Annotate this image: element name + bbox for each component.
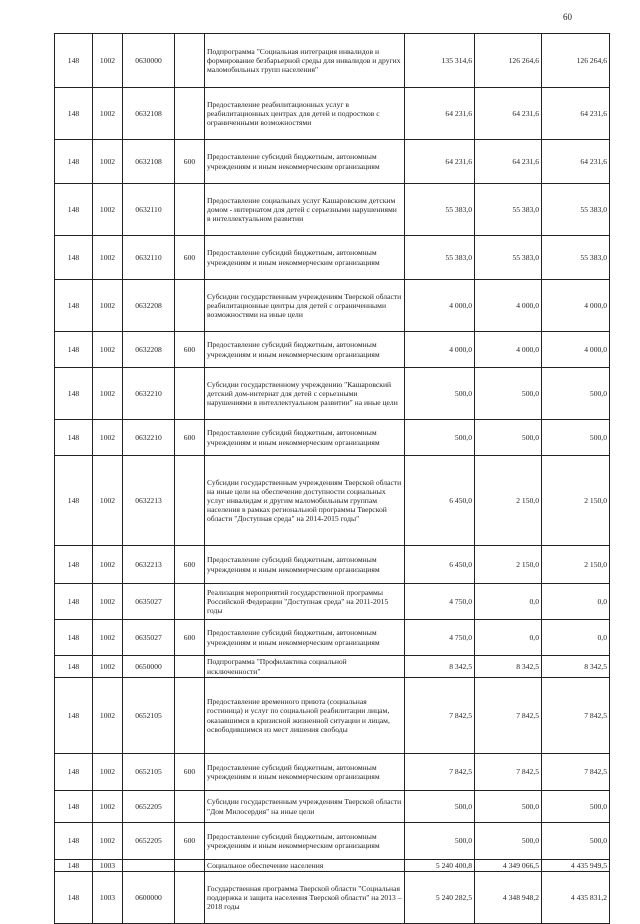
target-article-cell: 0635027 [123, 620, 175, 656]
amount-3-cell: 64 231,6 [542, 140, 610, 184]
ministry-code-cell: 148 [55, 236, 93, 280]
section-code-cell: 1002 [93, 140, 123, 184]
table-row [55, 584, 610, 620]
table-row [55, 140, 610, 184]
target-article-cell: 0650000 [123, 656, 175, 678]
amount-3-cell: 0,0 [542, 620, 610, 656]
section-code-cell: 1002 [93, 420, 123, 456]
section-code-cell: 1002 [93, 823, 123, 860]
expense-type-cell [175, 184, 205, 236]
ministry-code-cell: 148 [55, 34, 93, 88]
description-cell: Субсидии государственному учреждению "Кашаровский детский дом-интернат для детей с серьезными нарушениями в интеллектуальном развитии" на иные цели [205, 368, 405, 420]
expense-type-cell: 600 [175, 546, 205, 584]
description-cell: Предоставление субсидий бюджетным, автономным учреждениям и иным некоммерческим организациям [205, 420, 405, 456]
target-article-cell: 0652205 [123, 823, 175, 860]
expense-type-cell [175, 678, 205, 754]
target-article-cell: 0632110 [123, 236, 175, 280]
table-row [55, 34, 610, 88]
table-row [55, 420, 610, 456]
table-row [55, 860, 610, 872]
ministry-code-cell: 148 [55, 860, 93, 872]
expense-type-cell: 600 [175, 754, 205, 791]
amount-3-cell: 55 383,0 [542, 184, 610, 236]
target-article-cell: 0632213 [123, 546, 175, 584]
amount-1-cell: 8 342,5 [405, 656, 475, 678]
amount-2-cell: 64 231,6 [475, 88, 542, 140]
ministry-code-cell: 148 [55, 872, 93, 924]
page-number: 60 [563, 12, 572, 22]
amount-1-cell: 500,0 [405, 368, 475, 420]
expense-type-cell: 600 [175, 140, 205, 184]
ministry-code-cell: 148 [55, 88, 93, 140]
expense-type-cell [175, 368, 205, 420]
description-cell: Реализация мероприятий государственной программы Российской Федерации "Доступная среда" на 2011-2015 годы [205, 584, 405, 620]
expense-type-cell [175, 456, 205, 546]
expense-type-cell [175, 280, 205, 332]
amount-2-cell: 55 383,0 [475, 184, 542, 236]
expense-type-cell [175, 872, 205, 924]
target-article-cell: 0632108 [123, 88, 175, 140]
amount-1-cell: 500,0 [405, 823, 475, 860]
table-row [55, 872, 610, 924]
target-article-cell: 0632208 [123, 280, 175, 332]
section-code-cell: 1002 [93, 236, 123, 280]
amount-3-cell: 2 150,0 [542, 546, 610, 584]
ministry-code-cell: 148 [55, 754, 93, 791]
description-cell: Подпрограмма "Профилактика социальной исключенности" [205, 656, 405, 678]
amount-1-cell: 4 000,0 [405, 332, 475, 368]
amount-2-cell: 4 349 066,5 [475, 860, 542, 872]
table-body [55, 34, 610, 924]
expense-type-cell: 600 [175, 332, 205, 368]
amount-2-cell: 7 842,5 [475, 754, 542, 791]
amount-1-cell: 7 842,5 [405, 754, 475, 791]
amount-2-cell: 500,0 [475, 791, 542, 823]
table-row [55, 368, 610, 420]
section-code-cell: 1002 [93, 368, 123, 420]
description-cell: Предоставление субсидий бюджетным, автономным учреждениям и иным некоммерческим организациям [205, 546, 405, 584]
amount-1-cell: 4 750,0 [405, 620, 475, 656]
ministry-code-cell: 148 [55, 140, 93, 184]
ministry-code-cell: 148 [55, 280, 93, 332]
section-code-cell: 1002 [93, 184, 123, 236]
description-cell: Государственная программа Тверской области "Социальная поддержка и защита населения Тверской области" на 2013 – 2018 годы [205, 872, 405, 924]
ministry-code-cell: 148 [55, 791, 93, 823]
target-article-cell: 0632213 [123, 456, 175, 546]
ministry-code-cell: 148 [55, 584, 93, 620]
ministry-code-cell: 148 [55, 368, 93, 420]
target-article-cell: 0632108 [123, 140, 175, 184]
amount-2-cell: 64 231,6 [475, 140, 542, 184]
amount-3-cell: 126 264,6 [542, 34, 610, 88]
table-row [55, 88, 610, 140]
amount-1-cell: 500,0 [405, 420, 475, 456]
description-cell: Подпрограмма "Социальная интеграция инвалидов и формирование безбарьерной среды для инвалидов и других маломобильных групп населения" [205, 34, 405, 88]
amount-1-cell: 4 000,0 [405, 280, 475, 332]
amount-3-cell: 500,0 [542, 791, 610, 823]
expense-type-cell [175, 791, 205, 823]
amount-1-cell: 64 231,6 [405, 140, 475, 184]
amount-2-cell: 2 150,0 [475, 456, 542, 546]
amount-3-cell: 500,0 [542, 420, 610, 456]
section-code-cell: 1002 [93, 332, 123, 368]
amount-1-cell: 7 842,5 [405, 678, 475, 754]
expense-type-cell [175, 88, 205, 140]
table-row [55, 280, 610, 332]
table-row [55, 184, 610, 236]
section-code-cell: 1002 [93, 34, 123, 88]
amount-3-cell: 55 383,0 [542, 236, 610, 280]
amount-2-cell: 7 842,5 [475, 678, 542, 754]
table-row [55, 823, 610, 860]
amount-3-cell: 7 842,5 [542, 754, 610, 791]
table-row [55, 620, 610, 656]
amount-3-cell: 7 842,5 [542, 678, 610, 754]
target-article-cell: 0600000 [123, 872, 175, 924]
description-cell: Социальное обеспечение населения [205, 860, 405, 872]
amount-3-cell: 4 435 949,5 [542, 860, 610, 872]
amount-2-cell: 8 342,5 [475, 656, 542, 678]
amount-1-cell: 6 450,0 [405, 546, 475, 584]
description-cell: Предоставление реабилитационных услуг в реабилитационных центрах для детей и подростков с ограниченными возможностями [205, 88, 405, 140]
section-code-cell: 1002 [93, 456, 123, 546]
amount-1-cell: 500,0 [405, 791, 475, 823]
target-article-cell: 0652205 [123, 791, 175, 823]
amount-2-cell: 4 000,0 [475, 332, 542, 368]
target-article-cell: 0635027 [123, 584, 175, 620]
target-article-cell: 0632210 [123, 420, 175, 456]
table-row [55, 656, 610, 678]
ministry-code-cell: 148 [55, 620, 93, 656]
amount-2-cell: 4 000,0 [475, 280, 542, 332]
amount-2-cell: 500,0 [475, 823, 542, 860]
amount-1-cell: 6 450,0 [405, 456, 475, 546]
expense-type-cell [175, 656, 205, 678]
description-cell: Предоставление временного приюта (социальная гостиница) и услуг по социальной реабилитации лицам, оказавшимся в кризисной жизненной ситуации и лицам, освободившимся из мест лишения свободы [205, 678, 405, 754]
table-row [55, 236, 610, 280]
amount-1-cell: 55 383,0 [405, 184, 475, 236]
amount-2-cell: 126 264,6 [475, 34, 542, 88]
description-cell: Предоставление субсидий бюджетным, автономным учреждениям и иным некоммерческим организациям [205, 140, 405, 184]
target-article-cell: 0652105 [123, 754, 175, 791]
section-code-cell: 1003 [93, 872, 123, 924]
ministry-code-cell: 148 [55, 656, 93, 678]
amount-3-cell: 0,0 [542, 584, 610, 620]
description-cell: Предоставление социальных услуг Кашаровским детским домом - интернатом для детей с серьезными нарушениями в интеллектуальном развитии [205, 184, 405, 236]
description-cell: Предоставление субсидий бюджетным, автономным учреждениям и иным некоммерческим организациям [205, 332, 405, 368]
ministry-code-cell: 148 [55, 823, 93, 860]
table-row [55, 456, 610, 546]
target-article-cell: 0632208 [123, 332, 175, 368]
description-cell: Предоставление субсидий бюджетным, автономным учреждениям и иным некоммерческим организациям [205, 236, 405, 280]
section-code-cell: 1003 [93, 860, 123, 872]
amount-3-cell: 2 150,0 [542, 456, 610, 546]
expense-type-cell: 600 [175, 236, 205, 280]
amount-2-cell: 0,0 [475, 584, 542, 620]
target-article-cell [123, 860, 175, 872]
amount-2-cell: 55 383,0 [475, 236, 542, 280]
expense-type-cell [175, 860, 205, 872]
amount-2-cell: 0,0 [475, 620, 542, 656]
table-row [55, 754, 610, 791]
table-row [55, 678, 610, 754]
expense-type-cell: 600 [175, 823, 205, 860]
description-cell: Субсидии государственным учреждениям Тверской области на иные цели на обеспечение доступности социальных услуг инвалидам и другим маломобильным группам населения в рамках региональной программы Тверской области "Доступная среда" на 2014-2015 годы" [205, 456, 405, 546]
amount-3-cell: 4 000,0 [542, 280, 610, 332]
description-cell: Предоставление субсидий бюджетным, автономным учреждениям и иным некоммерческим организациям [205, 620, 405, 656]
amount-2-cell: 2 150,0 [475, 546, 542, 584]
target-article-cell: 0630000 [123, 34, 175, 88]
amount-1-cell: 55 383,0 [405, 236, 475, 280]
description-cell: Субсидии государственным учреждениям Тверской области "Дом Милосердия" на иные цели [205, 791, 405, 823]
amount-1-cell: 4 750,0 [405, 584, 475, 620]
amount-3-cell: 64 231,6 [542, 88, 610, 140]
ministry-code-cell: 148 [55, 332, 93, 368]
expense-type-cell: 600 [175, 420, 205, 456]
ministry-code-cell: 148 [55, 456, 93, 546]
table-row [55, 332, 610, 368]
amount-1-cell: 5 240 282,5 [405, 872, 475, 924]
section-code-cell: 1002 [93, 620, 123, 656]
budget-table [54, 33, 610, 924]
table-row [55, 791, 610, 823]
expense-type-cell [175, 34, 205, 88]
amount-1-cell: 64 231,6 [405, 88, 475, 140]
amount-3-cell: 4 000,0 [542, 332, 610, 368]
amount-3-cell: 8 342,5 [542, 656, 610, 678]
amount-3-cell: 4 435 831,2 [542, 872, 610, 924]
expense-type-cell: 600 [175, 620, 205, 656]
section-code-cell: 1002 [93, 656, 123, 678]
amount-1-cell: 5 240 400,8 [405, 860, 475, 872]
amount-2-cell: 4 348 948,2 [475, 872, 542, 924]
amount-3-cell: 500,0 [542, 368, 610, 420]
section-code-cell: 1002 [93, 280, 123, 332]
amount-2-cell: 500,0 [475, 368, 542, 420]
target-article-cell: 0632110 [123, 184, 175, 236]
section-code-cell: 1002 [93, 546, 123, 584]
description-cell: Предоставление субсидий бюджетным, автономным учреждениям и иным некоммерческим организациям [205, 754, 405, 791]
section-code-cell: 1002 [93, 88, 123, 140]
section-code-cell: 1002 [93, 678, 123, 754]
section-code-cell: 1002 [93, 584, 123, 620]
amount-3-cell: 500,0 [542, 823, 610, 860]
ministry-code-cell: 148 [55, 546, 93, 584]
expense-type-cell [175, 584, 205, 620]
target-article-cell: 0632210 [123, 368, 175, 420]
ministry-code-cell: 148 [55, 678, 93, 754]
section-code-cell: 1002 [93, 754, 123, 791]
amount-2-cell: 500,0 [475, 420, 542, 456]
description-cell: Субсидии государственным учреждениям Тверской области реабилитационные центры для детей с ограниченными возможностями на иные цели [205, 280, 405, 332]
section-code-cell: 1002 [93, 791, 123, 823]
ministry-code-cell: 148 [55, 184, 93, 236]
table-row [55, 546, 610, 584]
description-cell: Предоставление субсидий бюджетным, автономным учреждениям и иным некоммерческим организациям [205, 823, 405, 860]
ministry-code-cell: 148 [55, 420, 93, 456]
amount-1-cell: 135 314,6 [405, 34, 475, 88]
target-article-cell: 0652105 [123, 678, 175, 754]
